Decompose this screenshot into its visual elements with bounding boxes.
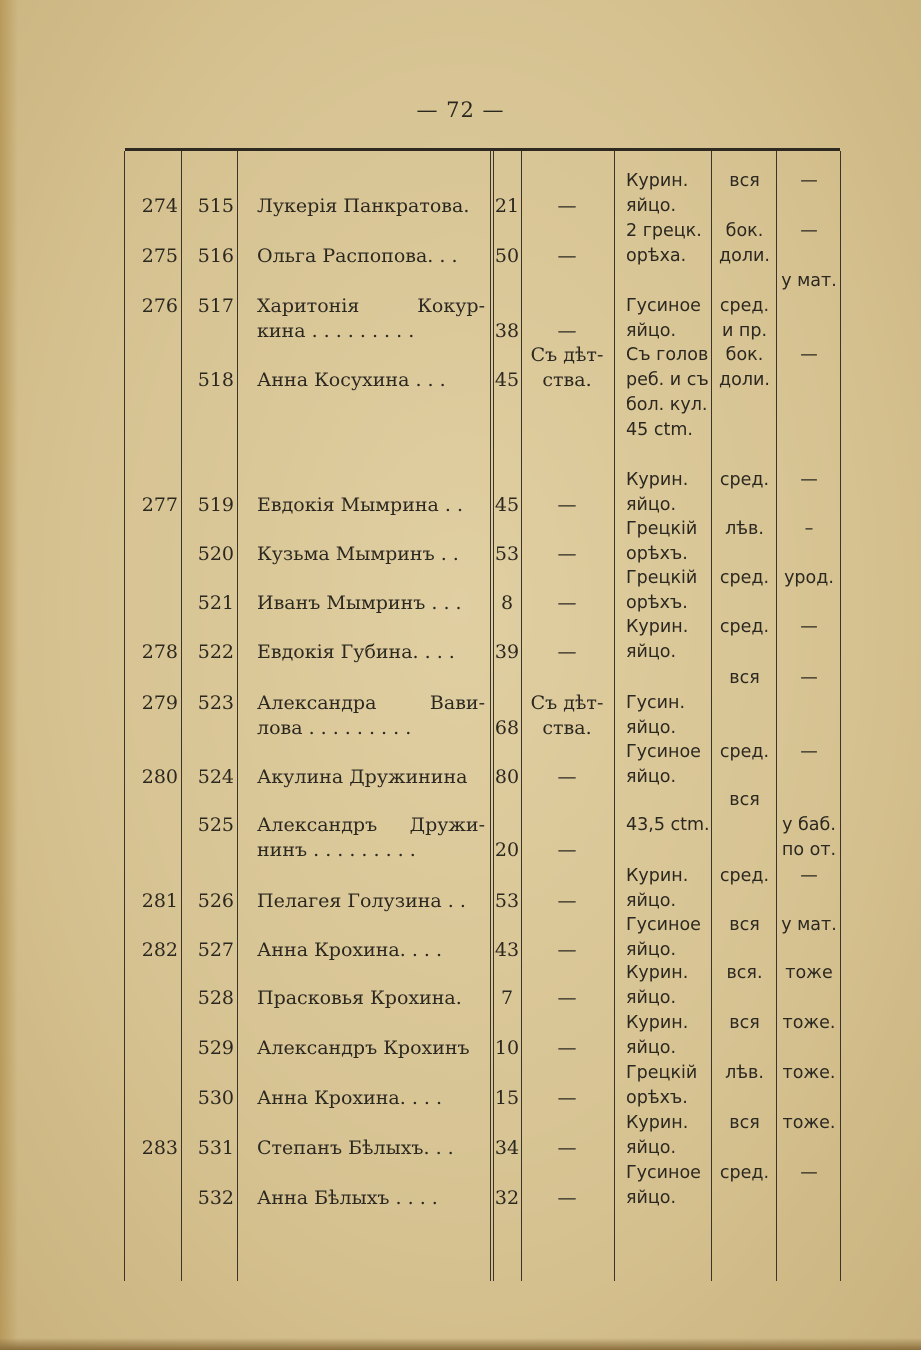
cell-name-line2: кина . . . . . . . . . [257,320,415,342]
cell-family: 278 [141,641,178,663]
cell-size: Курин. яйцо. [626,171,689,216]
cell-since: — [557,1137,577,1159]
page-bottom-edge [0,1338,921,1350]
cell-person: 517 [197,295,234,317]
cell-size: Курин. яйцо. [626,470,689,515]
cell-size: 43,5 ctm. [626,815,710,835]
cell-since: — [557,766,577,788]
cell-size: 2 грецк. орѣха. [626,221,702,266]
cell-name-line2: нинъ . . . . . . . . . [257,839,416,861]
cell-person: 515 [197,195,234,217]
cell-since: — [557,1087,577,1109]
cell-family: 282 [141,939,178,961]
cell-age: 39 [494,641,520,663]
name-part: Дружи- [409,814,485,836]
cell-location: вся [729,915,760,935]
cell-person: 530 [197,1087,234,1109]
cell-location: вся [729,1113,760,1133]
cell-since: Съ дѣт- ства. [530,344,604,391]
cell-name: Анна Бѣлыхъ . . . . [257,1187,438,1209]
cell-name-line2: лова . . . . . . . . . [257,717,412,739]
cell-age: 45 [494,494,520,516]
cell-since: — [557,195,577,217]
cell-since: Съ дѣт- ства. [530,692,604,739]
cell-age: 38 [494,320,520,342]
cell-size: Курин. яйцо. [626,1013,689,1058]
cell-age: 32 [494,1187,520,1209]
column-divider [181,151,182,1281]
cell-since: — [557,245,577,267]
cell-note: — [800,345,818,365]
cell-name: Евдокія Мымрина . . [257,494,464,516]
cell-location: лѣв. [725,1063,764,1083]
cell-size: Курин. яйцо. [626,1113,689,1158]
cell-since: — [557,494,577,516]
cell-person: 526 [197,890,234,912]
cell-family: 275 [141,245,178,267]
cell-family: 283 [141,1137,178,1159]
cell-age: 34 [494,1137,520,1159]
cell-note: у мат. [781,915,837,935]
cell-note: — [800,171,818,191]
cell-age: 80 [494,766,520,788]
cell-note: тоже. [782,1113,836,1133]
cell-note: — [800,221,818,241]
cell-location: вся [729,1013,760,1033]
cell-person: 522 [197,641,234,663]
column-divider [490,151,491,1281]
cell-name: Пелагея Голузина . . [257,890,466,912]
cell-size: Курин. яйцо. [626,866,689,911]
name-part: Кокур- [417,295,485,317]
column-divider [614,151,615,1281]
cell-size: Съ голов реб. и съ бол. кул. 45 ctm. [626,345,709,440]
cell-name: Лукерія Панкратова. [257,195,470,217]
cell-size: Гусиное яйцо. [626,296,701,341]
cell-family: 276 [141,295,178,317]
cell-age: 68 [494,717,520,739]
cell-size: Грецкій орѣхъ. [626,568,698,613]
cell-name: Кузьма Мымринъ . . [257,543,459,565]
cell-age: 10 [494,1037,520,1059]
cell-person: 523 [197,692,234,714]
cell-location: сред. [719,742,770,762]
cell-note: тоже [785,963,833,983]
cell-age: 53 [494,543,520,565]
cell-family: 280 [141,766,178,788]
cell-name: Евдокія Губина. . . . [257,641,455,663]
cell-name: Анна Крохина. . . . [257,939,443,961]
cell-location: сред. [719,1163,770,1183]
cell-since: — [557,543,577,565]
cell-note: у мат. [781,271,837,291]
cell-location: вся [729,668,760,688]
cell-family: 281 [141,890,178,912]
cell-name-line1 [257,294,485,319]
cell-location: сред. [719,568,770,588]
cell-note: у баб. по от. [781,815,837,860]
table-top-rule [125,148,840,151]
cell-name: Степанъ Бѣлыхъ. . . [257,1137,454,1159]
cell-person: 520 [197,543,234,565]
cell-size: Курин. яйцо. [626,963,689,1008]
cell-age: 45 [494,369,520,391]
cell-person: 516 [197,245,234,267]
cell-name: Анна Крохина. . . . [257,1087,443,1109]
cell-person: 529 [197,1037,234,1059]
cell-name: Ольга Распопова. . . [257,245,458,267]
cell-person: 532 [197,1187,234,1209]
cell-note: — [800,617,818,637]
cell-name: Анна Косухина . . . [257,369,446,391]
cell-person: 524 [197,766,234,788]
cell-name: Александръ Крохинъ [257,1037,470,1059]
cell-note: — [800,866,818,886]
cell-since: — [557,320,577,342]
column-divider [237,151,238,1281]
cell-since: — [557,939,577,961]
cell-name: Прасковья Крохина. [257,987,462,1009]
table-border-right [840,151,841,1281]
cell-location: бок. доли. [719,345,770,390]
cell-note: тоже. [782,1013,836,1033]
cell-family: 274 [141,195,178,217]
cell-age: 53 [494,890,520,912]
cell-since: — [557,987,577,1009]
cell-location: вся [729,171,760,191]
page-edge-shadow [0,0,18,1350]
cell-location: лѣв. [725,519,764,539]
cell-location: сред. [719,470,770,490]
cell-age: 7 [500,987,514,1009]
column-divider [776,151,777,1281]
cell-since: — [557,592,577,614]
cell-note: тоже. [782,1063,836,1083]
cell-name: Акулина Дружинина [257,766,468,788]
cell-age: 21 [494,195,520,217]
cell-since: — [557,1187,577,1209]
cell-size: Грецкій орѣхъ. [626,1063,698,1108]
cell-note: — [800,668,818,688]
cell-note: — [800,742,818,762]
cell-person: 521 [197,592,234,614]
page-number: — 72 — [416,98,505,122]
table-border-left [124,151,125,1281]
cell-since: — [557,641,577,663]
cell-location: бок. доли. [719,221,770,266]
cell-note: — [800,1163,818,1183]
name-part: Вави- [429,692,485,714]
name-part: Александръ [257,814,378,836]
cell-size: Гусиное яйцо. [626,1163,701,1208]
cell-location: сред. и пр. [719,296,770,341]
cell-size: Курин. яйцо. [626,617,689,662]
cell-note: — [800,470,818,490]
cell-note: урод. [784,568,834,588]
cell-person: 531 [197,1137,234,1159]
cell-since: — [557,890,577,912]
cell-since: — [557,839,577,861]
cell-family: 277 [141,494,178,516]
cell-size: Грецкій орѣхъ. [626,519,698,564]
cell-size: Гусин. яйцо. [626,693,686,738]
cell-age: 15 [494,1087,520,1109]
name-part: Александра [257,692,377,714]
cell-person: 528 [197,987,234,1009]
cell-age: 43 [494,939,520,961]
cell-age: 8 [500,592,514,614]
cell-name-line1 [257,691,485,716]
cell-location: вся. [726,963,763,983]
cell-name-line1 [257,813,485,838]
cell-size: Гусиное яйцо. [626,742,701,787]
cell-location: сред. [719,866,770,886]
cell-age: 50 [494,245,520,267]
cell-age: 20 [494,839,520,861]
cell-family: 279 [141,692,178,714]
cell-person: 527 [197,939,234,961]
name-part: Харитонія [257,295,360,317]
cell-person: 525 [197,814,234,836]
cell-person: 518 [197,369,234,391]
cell-note: – [804,519,814,539]
cell-name: Иванъ Мымринъ . . . [257,592,462,614]
cell-size: Гусиное яйцо. [626,915,701,960]
cell-person: 519 [197,494,234,516]
cell-location: вся [729,790,760,810]
cell-since: — [557,1037,577,1059]
cell-location: сред. [719,617,770,637]
